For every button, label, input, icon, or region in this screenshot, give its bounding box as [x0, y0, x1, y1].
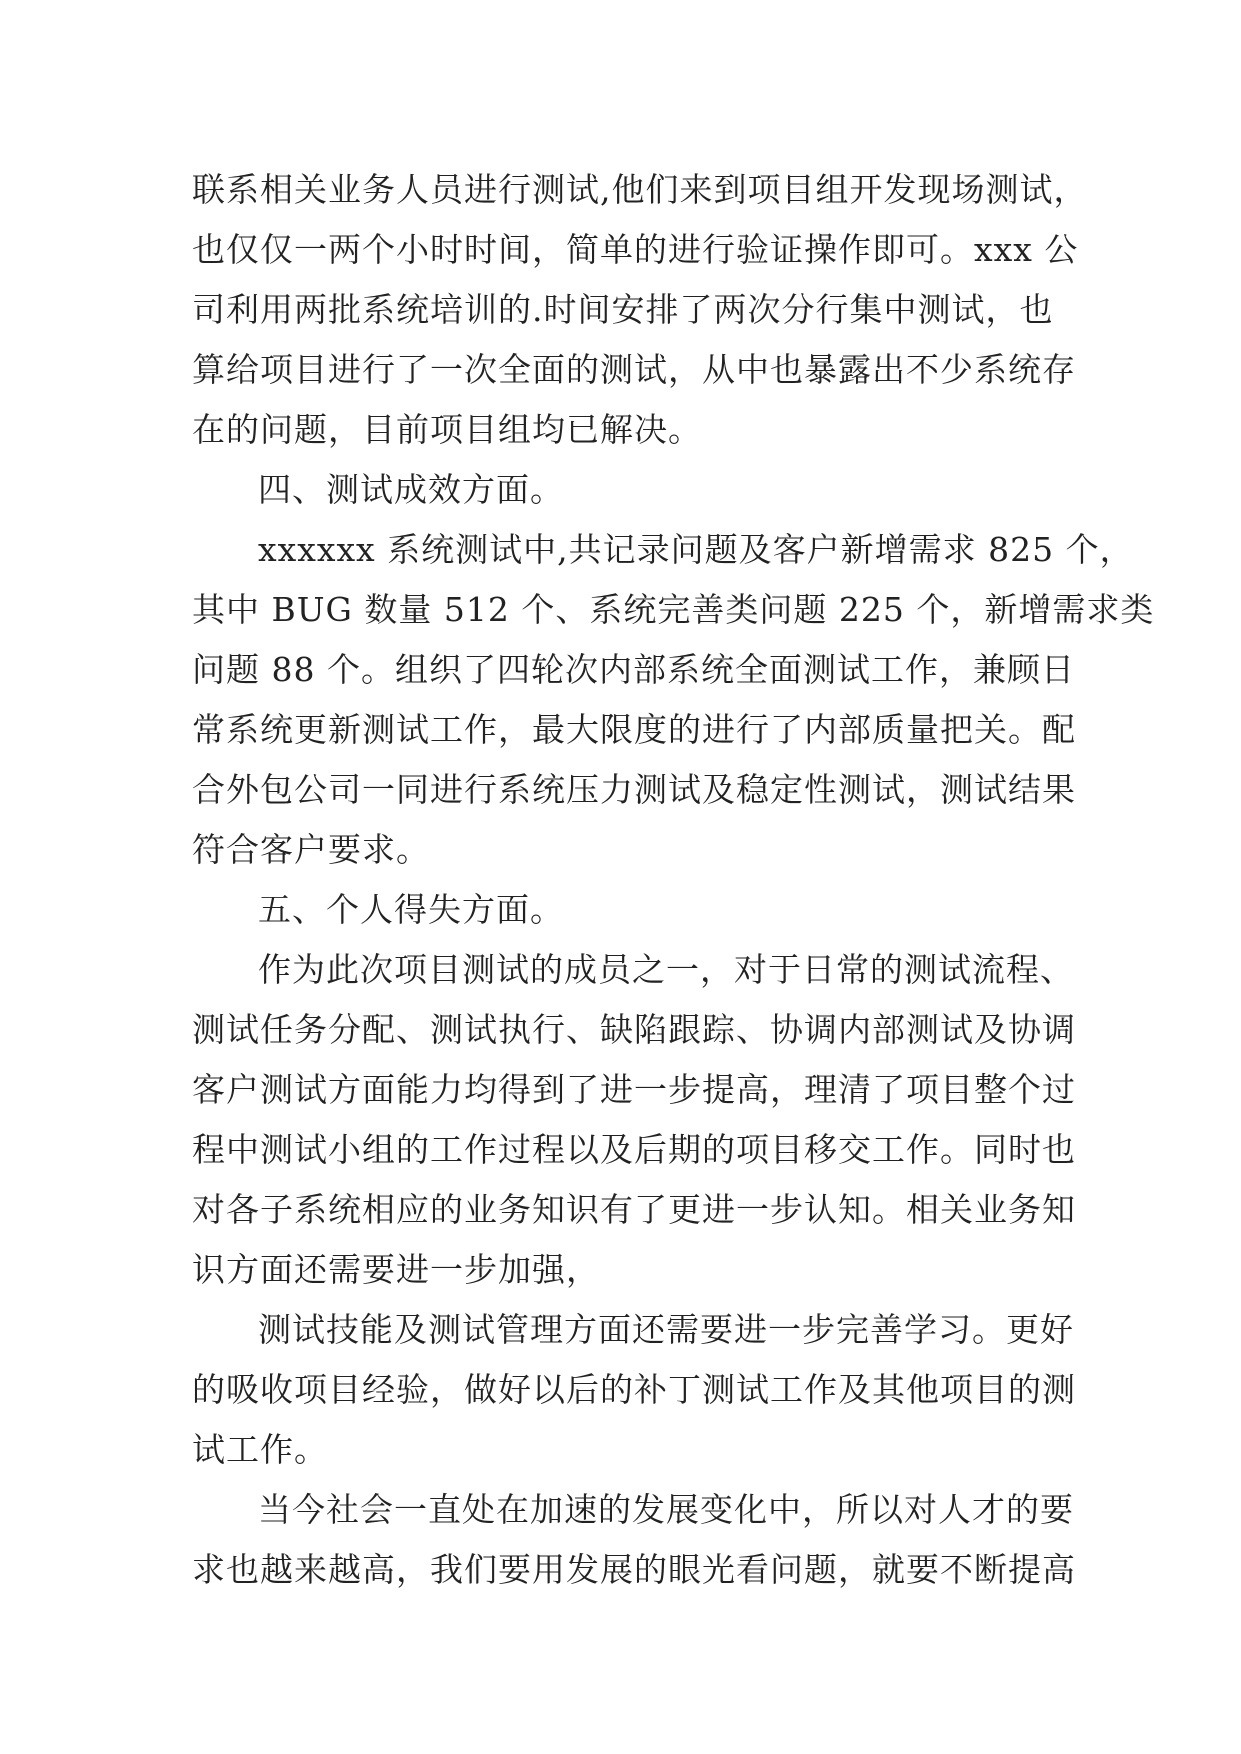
text-line: 程中测试小组的工作过程以及后期的项目移交工作。同时也 — [192, 1130, 1076, 1169]
section-heading: 四、测试成效方面。 — [258, 470, 564, 509]
text-line: 合外包公司一同进行系统压力测试及稳定性测试，测试结果 — [192, 770, 1076, 809]
text-line: 也仅仅一两个小时时间，简单的进行验证操作即可。xxx 公 — [192, 230, 1079, 269]
document-body — [192, 160, 1155, 1600]
text-line: 联系相关业务人员进行测试,他们来到项目组开发现场测试， — [192, 170, 1088, 209]
text-line: 当今社会一直处在加速的发展变化中，所以对人才的要 — [258, 1490, 1074, 1529]
text-line: 试工作。 — [192, 1430, 328, 1469]
text-line: 求也越来越高，我们要用发展的眼光看问题，就要不断提高 — [192, 1550, 1076, 1589]
text-line: 问题 88 个。组织了四轮次内部系统全面测试工作，兼顾日 — [192, 650, 1075, 689]
text-line: 符合客户要求。 — [192, 830, 430, 869]
text-line: 作为此次项目测试的成员之一，对于日常的测试流程、 — [258, 950, 1074, 989]
text-line: 司利用两批系统培训的.时间安排了两次分行集中测试，也 — [192, 290, 1054, 329]
text-line: 在的问题，目前项目组均已解决。 — [192, 410, 702, 449]
text-line: 对各子系统相应的业务知识有了更进一步认知。相关业务知 — [192, 1190, 1076, 1229]
text-line: 算给项目进行了一次全面的测试，从中也暴露出不少系统存 — [192, 350, 1076, 389]
text-line: xxxxxx 系统测试中,共记录问题及客户新增需求 825 个， — [258, 530, 1134, 569]
text-line: 的吸收项目经验，做好以后的补丁测试工作及其他项目的测 — [192, 1370, 1076, 1409]
text-line: 测试技能及测试管理方面还需要进一步完善学习。更好 — [258, 1310, 1074, 1349]
text-line: 常系统更新测试工作，最大限度的进行了内部质量把关。配 — [192, 710, 1076, 749]
text-line: 识方面还需要进一步加强， — [192, 1250, 600, 1289]
section-heading: 五、个人得失方面。 — [258, 890, 564, 929]
text-line: 客户测试方面能力均得到了进一步提高，理清了项目整个过 — [192, 1070, 1076, 1109]
text-line: 测试任务分配、测试执行、缺陷跟踪、协调内部测试及协调 — [192, 1010, 1076, 1049]
text-line: 其中 BUG 数量 512 个、系统完善类问题 225 个，新增需求类 — [192, 590, 1155, 629]
